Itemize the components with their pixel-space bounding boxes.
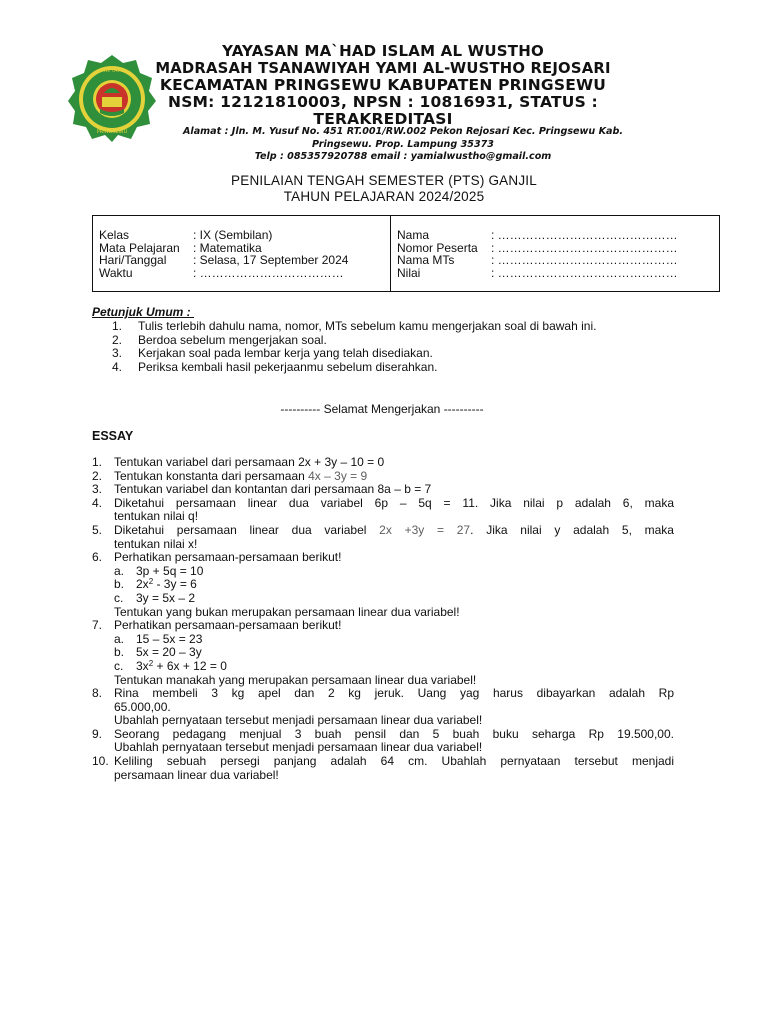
question-6: [92, 551, 674, 619]
exam-title-block: [96, 173, 672, 205]
question-8: [92, 687, 674, 728]
question-line: [114, 524, 674, 538]
question-line: 65.000,00.: [114, 699, 171, 714]
question-number: 4.: [92, 495, 103, 510]
question-line: tentukan nilai q!: [114, 509, 199, 524]
question-line: Perhatikan persamaan-persamaan berikut!: [114, 550, 342, 565]
info-value: : Selasa, 17 September 2024: [193, 253, 349, 267]
option-label: a.: [114, 563, 125, 578]
question-text: Tentukan variabel dan kontantan dari persamaan 8a – b = 7: [114, 482, 432, 497]
question-line: Tentukan manakah yang merupakan persamaan linear dua variabel!: [114, 672, 477, 687]
foundation-name: YAYASAN MA`HAD ISLAM AL WUSTHO: [222, 42, 544, 60]
option-text: [136, 578, 197, 592]
question-text: [114, 497, 674, 524]
info-row-class: [99, 229, 390, 242]
question-text: [114, 524, 674, 551]
question-line: Rina membeli 3 kg apel dan 2 kg jeruk. Uang yag harus dibayarkan adalah Rp: [114, 686, 674, 701]
question-line: Keliling sebuah persegi panjang adalah 64 cm. Ubahlah pernyataan tersebut menjadi: [114, 754, 674, 769]
question-line: persamaan linear dua variabel!: [114, 767, 279, 782]
item-text: Kerjakan soal pada lembar kerja yang telah disediakan.: [138, 346, 433, 360]
option-text: [136, 660, 227, 674]
question-10: [92, 755, 674, 782]
option-label: c.: [114, 658, 124, 673]
item-number: 3.: [112, 346, 123, 360]
question-line: Ubahlah pernyataan tersebut menjadi persamaan linear dua variabel!: [114, 740, 483, 755]
question-number: 10.: [92, 754, 109, 769]
option-label: b.: [114, 645, 125, 660]
instructions-list: [112, 320, 672, 374]
list-item: [112, 361, 672, 375]
question-number: 8.: [92, 686, 103, 701]
essay-heading: ESSAY: [92, 429, 134, 443]
accreditation-status: TERAKREDITASI: [313, 110, 453, 128]
equation: 4x – 3y = 9: [308, 468, 368, 483]
question-text-part: . Jika nilai y adalah 5, maka: [470, 522, 674, 537]
info-value: : ………………………………: [193, 265, 344, 280]
district-name: KECAMATAN PRINGSEWU KABUPATEN PRINGSEWU: [159, 76, 607, 94]
student-value: : ………………………………………: [491, 228, 678, 242]
identity-box: [92, 215, 720, 292]
question-line: Diketahui persamaan linear dua variabel 6p – 5q = 11. Jika nilai p adalah 6, maka: [114, 495, 674, 510]
info-label: Waktu: [99, 265, 133, 280]
question-line: Ubahlah pernyataan tersebut menjadi persamaan linear dua variabel!: [114, 713, 483, 728]
question-number: 7.: [92, 618, 103, 633]
option-label: c.: [114, 590, 124, 605]
student-row-school: [397, 254, 719, 267]
option-text-part: - 3y = 6: [153, 577, 197, 592]
greeting-line: ---------- Selamat Mengerjakan ----------: [280, 402, 484, 416]
option-c: [114, 660, 674, 674]
option-c: [114, 592, 674, 606]
question-7: [92, 619, 674, 687]
option-b: [114, 646, 674, 660]
question-text: Tentukan variabel dari persamaan 2x + 3y – 10 = 0: [114, 455, 385, 469]
student-value: : ………………………………………: [491, 240, 678, 255]
question-text: [114, 470, 674, 484]
question-line: Tentukan yang bukan merupakan persamaan linear dua variabel!: [114, 604, 460, 619]
student-label: Nama: [397, 228, 430, 242]
student-label: Nilai: [397, 265, 421, 280]
registration-numbers: NSM: 12121810003, NPSN : 10816931, STATUS :: [168, 93, 598, 111]
option-b: [114, 578, 674, 592]
contact-line: Telp : 085357920788 email : yamialwustho@gmail.com: [254, 151, 552, 162]
item-text: Tulis terlebih dahulu nama, nomor, MTs sebelum kamu mengerjakan soal di bawah ini.: [138, 319, 597, 333]
exam-info-column: [93, 216, 391, 291]
question-1: [92, 456, 674, 470]
option-a: [114, 633, 674, 647]
info-label: Kelas: [99, 228, 130, 242]
question-line: tentukan nilai x!: [114, 536, 198, 551]
item-text: Periksa kembali hasil pekerjaanmu sebelum diserahkan.: [138, 359, 438, 374]
option-text-part: 2x: [136, 577, 149, 592]
address-line-1: Alamat : Jln. M. Yusuf No. 451 RT.001/RW.002 Pekon Rejosari Kec. Pringsewu Kab.: [182, 126, 624, 137]
question-text: [114, 687, 674, 728]
option-label: a.: [114, 631, 125, 646]
address-line-2: Pringsewu. Prop. Lampung 35373: [312, 138, 494, 150]
question-number: 9.: [92, 726, 103, 741]
item-number: 1.: [112, 319, 123, 333]
question-text: [114, 619, 674, 687]
question-3: [92, 483, 674, 497]
option-a: [114, 565, 674, 579]
svg-text:PRINGSEWU: PRINGSEWU: [96, 129, 128, 135]
student-info-column: [391, 216, 719, 291]
option-label: b.: [114, 577, 125, 592]
exam-title: PENILAIAN TENGAH SEMESTER (PTS) GANJIL: [231, 173, 537, 188]
question-text: [114, 755, 674, 782]
question-number: 3.: [92, 482, 103, 497]
info-row-date: [99, 254, 390, 267]
info-value: : IX (Sembilan): [193, 228, 273, 242]
question-number: 6.: [92, 550, 103, 565]
question-number: 5.: [92, 522, 103, 537]
list-item: [112, 347, 672, 361]
equation: 2x +3y = 27: [379, 522, 471, 537]
student-label: Nomor Peserta: [397, 240, 478, 255]
info-value: : Matematika: [193, 240, 262, 255]
item-number: 2.: [112, 332, 123, 347]
student-value: : ………………………………………: [491, 265, 678, 280]
exponent: 2: [148, 658, 154, 668]
question-4: [92, 497, 674, 524]
option-text-part: 3x: [136, 658, 149, 673]
question-2: [92, 470, 674, 484]
info-label: Hari/Tanggal: [99, 253, 167, 267]
question-number: 1.: [92, 455, 103, 469]
list-item: [112, 320, 672, 334]
question-number: 2.: [92, 468, 103, 483]
option-text-part: + 6x + 12 = 0: [153, 658, 227, 673]
question-text-part: Tentukan konstanta dari persamaan: [114, 468, 309, 483]
item-number: 4.: [112, 359, 123, 374]
question-line: Seorang pedagang menjual 3 buah pensil dan 5 buah buku seharga Rp 19.500,00.: [114, 726, 674, 741]
school-address: [160, 126, 646, 164]
student-row-name: [397, 229, 719, 242]
question-5: [92, 524, 674, 551]
school-name: MADRASAH TSANAWIYAH YAMI AL-WUSTHO REJOSARI: [155, 60, 611, 77]
student-row-score: [397, 267, 719, 280]
academic-year: TAHUN PELAJARAN 2024/2025: [283, 189, 485, 204]
exponent: 2: [148, 577, 154, 587]
list-item: [112, 334, 672, 348]
question-line: Perhatikan persamaan-persamaan berikut!: [114, 618, 342, 633]
student-value: : ………………………………………: [491, 253, 678, 267]
option-text: 5x = 20 – 3y: [136, 645, 202, 660]
info-row-time: [99, 267, 390, 280]
option-text: 3y = 5x – 2: [136, 590, 196, 605]
letterhead: [150, 43, 616, 128]
option-text: 15 – 5x = 23: [136, 631, 203, 646]
instructions-heading: Petunjuk Umum :: [92, 305, 195, 319]
question-text-part: Diketahui persamaan linear dua variabel: [114, 522, 380, 537]
info-label: Mata Pelajaran: [99, 240, 180, 255]
item-text: Berdoa sebelum mengerjakan soal.: [138, 332, 327, 347]
svg-text:MTs YAMI: MTs YAMI: [100, 68, 124, 74]
student-label: Nama MTs: [397, 253, 455, 267]
question-text: [114, 551, 674, 619]
option-text: 3p + 5q = 10: [136, 563, 204, 578]
question-text: [114, 728, 674, 755]
question-list: [92, 456, 674, 782]
question-9: [92, 728, 674, 755]
